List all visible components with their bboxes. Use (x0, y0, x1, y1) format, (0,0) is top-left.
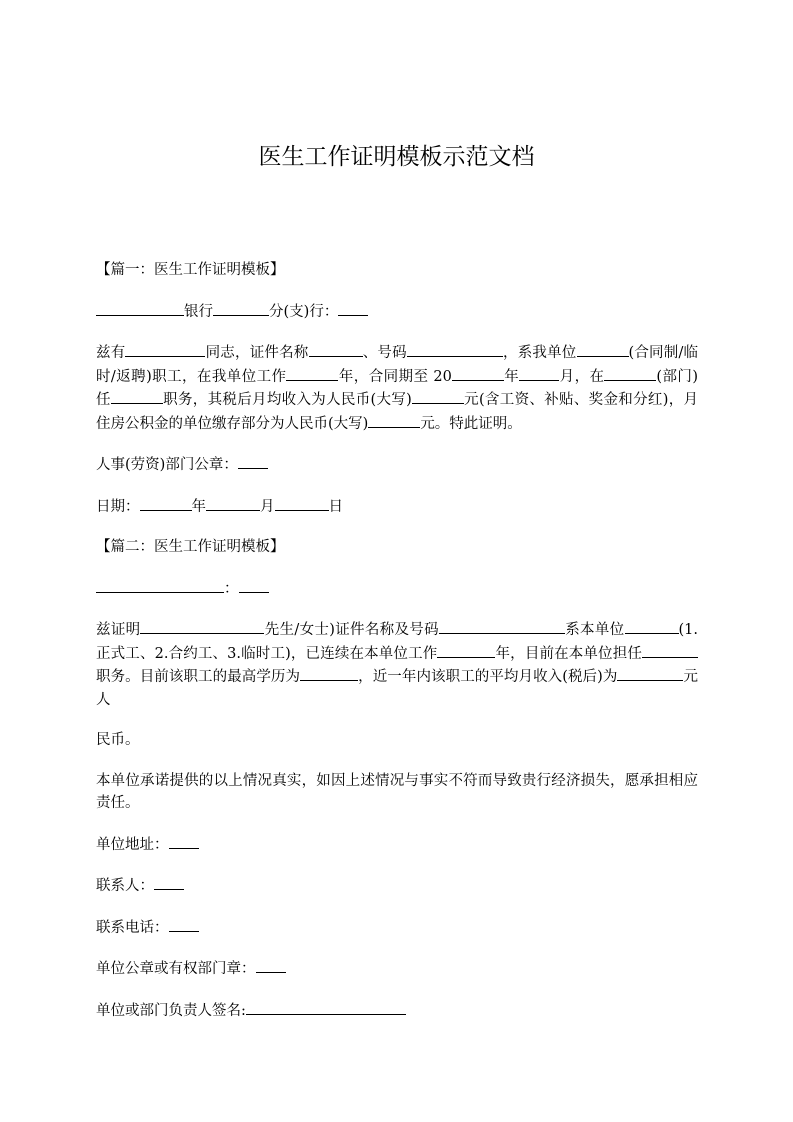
hr-seal-line (96, 453, 698, 477)
addressee-blank (96, 577, 224, 593)
address-label: 单位地址： (96, 836, 169, 853)
section1-heading: 【篇一：医生工作证明模板】 (96, 262, 285, 278)
para-text: 兹有 (96, 345, 126, 361)
para-text: 系本单位 (564, 622, 625, 638)
para-text: 年，目前在本单位担任 (495, 645, 642, 662)
housing-fund-blank (368, 412, 420, 428)
date-month-label: 月 (260, 498, 275, 515)
commitment-paragraph: 本单位承诺提供的以上情况真实，如因上述情况与事实不符而导致贵行经济损失，愿承担相应责任。 (96, 772, 698, 811)
signature-blank (246, 999, 406, 1015)
para-text: (1.正式工、2.合约工、3.临时工)，已连续在本单位工作 (96, 622, 699, 662)
para-text: ，系我单位 (502, 345, 577, 361)
department-blank (604, 365, 656, 381)
section1-paragraph (96, 341, 698, 435)
para-text: ，近一年内该职工的平均月收入(税后)为 (358, 669, 618, 685)
seal-label: 单位公章或有权部门章： (96, 961, 256, 977)
seal-blank (256, 957, 286, 973)
employment-type-blank (577, 341, 629, 357)
contract-year-blank (452, 365, 504, 381)
signature-line (96, 999, 698, 1023)
tenure-years-blank (437, 642, 495, 658)
hr-seal-blank (238, 453, 268, 469)
date-label: 日期： (96, 498, 140, 515)
address-blank (169, 833, 199, 849)
contract-month-blank (519, 365, 559, 381)
contact-blank (154, 874, 184, 890)
bank-name-blank (96, 300, 184, 316)
years-worked-blank (286, 365, 338, 381)
seal-line (96, 957, 698, 981)
para-text: 年 (503, 368, 520, 385)
address-line (96, 833, 698, 857)
date-line (96, 495, 698, 519)
bank-label: 银行 (184, 303, 213, 320)
addressee-separator: ： (224, 580, 239, 597)
hr-seal-label: 人事(劳资)部门公章： (96, 457, 238, 473)
phone-blank (169, 916, 199, 932)
section2-paragraph (96, 618, 698, 711)
contact-line (96, 874, 698, 898)
id-type-blank (309, 341, 363, 357)
document-title: 医生工作证明模板示范文档 (258, 144, 535, 170)
id-name-number-blank (439, 618, 565, 634)
employment-category-blank (625, 618, 679, 634)
para-text: 先生/女士)证件名称及号码 (264, 622, 439, 638)
date-year-label: 年 (191, 498, 206, 515)
para-text: 同志，证件名称 (205, 345, 309, 361)
currency-continuation: 民币。 (96, 732, 140, 748)
contact-label: 联系人： (96, 878, 154, 894)
para-text: 元(含工资、补贴、奖金和分红)，月住房公积金的单位缴存部分为人民币(大写) (96, 392, 699, 432)
para-text: 兹证明 (96, 622, 141, 638)
position-blank (111, 388, 163, 404)
date-day-label: 日 (328, 498, 343, 515)
branch-value-blank (338, 300, 368, 316)
education-blank (300, 665, 358, 681)
name-blank (125, 341, 205, 357)
phone-line (96, 916, 698, 940)
date-month-blank (206, 495, 260, 511)
average-income-blank (617, 665, 683, 681)
para-text: 职务。目前该职工的最高学历为 (96, 669, 301, 685)
person-name-blank (140, 618, 264, 634)
para-text: 年，合同期至 20 (338, 368, 452, 385)
para-text: 、号码 (362, 345, 407, 361)
branch-label: 分(支)行： (269, 303, 339, 320)
signature-label: 单位或部门负责人签名: (96, 1002, 246, 1019)
para-text: 月，在 (559, 368, 605, 385)
para-text: 元。特此证明。 (420, 415, 522, 432)
document-body (96, 259, 698, 1040)
date-year-blank (140, 495, 192, 511)
para-text: 元人 (96, 669, 699, 708)
bank-line (96, 300, 698, 324)
para-text: (部门)任 (96, 368, 699, 408)
addressee-value-blank (239, 577, 269, 593)
addressee-line (96, 577, 698, 601)
monthly-income-blank (412, 388, 464, 404)
para-text: (合同制/临时/返聘)职工，在我单位工作 (96, 345, 699, 385)
id-number-blank (407, 341, 503, 357)
phone-label: 联系电话： (96, 919, 169, 936)
section2-heading: 【篇二：医生工作证明模板】 (96, 539, 285, 555)
para-text: 职务，其税后月均收入为人民币(大写) (162, 392, 412, 408)
current-position-blank (642, 642, 698, 658)
branch-name-blank (213, 300, 269, 316)
date-day-blank (275, 495, 329, 511)
